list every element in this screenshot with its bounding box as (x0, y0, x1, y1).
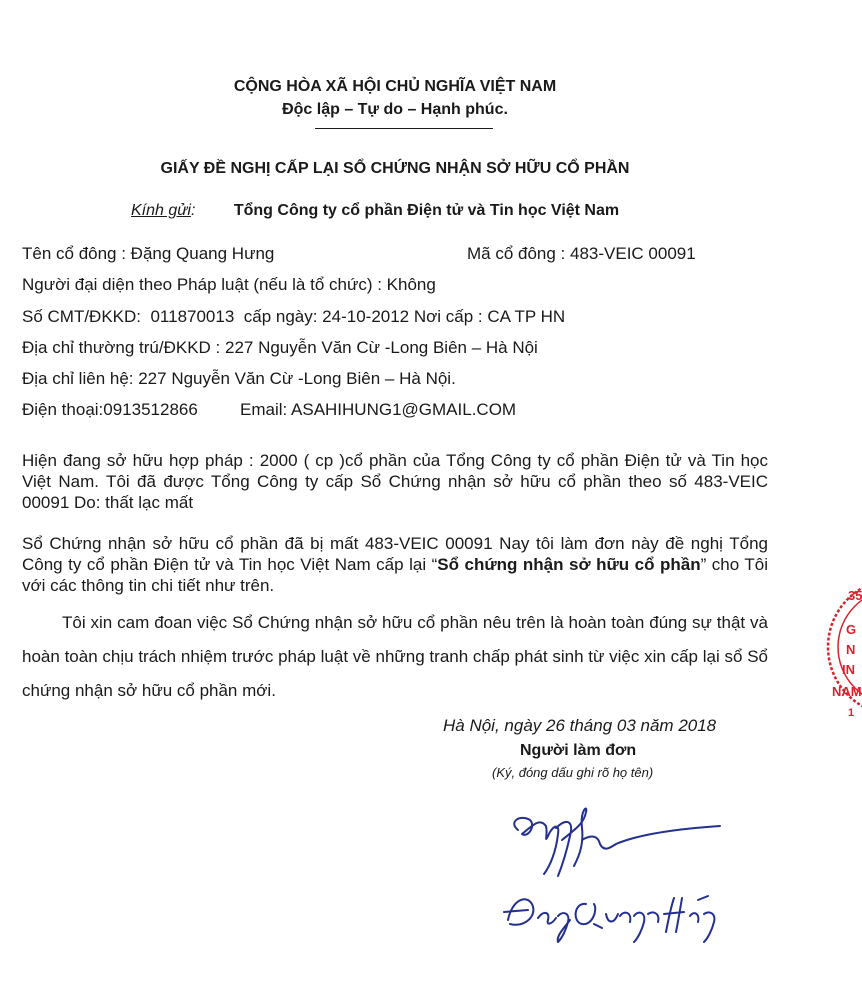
shareholder-code: Mã cổ đông : 483-VEIC 00091 (467, 244, 696, 263)
handwritten-name (498, 880, 748, 950)
request-text-bold: Sổ chứng nhận sở hữu cổ phần (437, 555, 701, 574)
phone-number: Điện thoại:0913512866 (22, 400, 198, 419)
recipient-name: Tổng Công ty cổ phần Điện tử và Tin học Việt Nam (233, 202, 620, 219)
signature-scribble (500, 800, 740, 880)
id-number: Số CMT/ĐKKD: 011870013 cấp ngày: 24-10-2012 Nơi cấp : CA TP HN (22, 307, 566, 326)
commitment-paragraph: Tôi xin cam đoan việc Sổ Chứng nhận sở hữu cổ phần nêu trên là hoàn toàn đúng sự thật và hoàn toàn chịu trách nhiệm trước pháp luật về những tranh chấp phát sinh từ việc xin cấp lại sổ Sổ chứng nhận sở hữu cổ phần mới. (22, 613, 768, 700)
ownership-paragraph: Hiện đang sở hữu hợp pháp : 2000 ( cp )cổ phần của Tổng Công ty cổ phần Điện tử và Tin học Việt Nam. Tôi đã được Tổng Công ty cấp Sổ Chứng nhận sở hữu cổ phần theo số 483-VEIC 00091 Do: thất lạc mất (22, 451, 768, 512)
request-text-before: Sổ Chứng nhận sở hữu cổ phần đã bị mất 483-VEIC 00091 Nay tôi làm đơn này đề nghị Tổng Công ty cổ phần Điện tử và Tin học Việt Nam cấp lại “ (22, 534, 768, 574)
signer-instruction: (Ký, đóng dấu ghi rõ họ tên) (492, 765, 654, 780)
legal-representative: Người đại diện theo Pháp luật (nếu là tổ chức) : Không (22, 275, 436, 294)
svg-text:1: 1 (848, 707, 855, 719)
permanent-address: Địa chỉ thường trú/ĐKKD : 227 Nguyễn Văn Cừ -Long Biên – Hà Nội (22, 338, 538, 357)
shareholder-name: Tên cổ đông : Đặng Quang Hưng (22, 244, 275, 263)
svg-text:35: 35 (848, 588, 862, 603)
red-seal-stamp (826, 572, 862, 722)
svg-text:IN: IN (842, 662, 855, 677)
request-paragraph (22, 533, 768, 596)
recipient-label: Kính gửi (131, 202, 191, 219)
recipient-colon: : (190, 202, 196, 219)
nation-motto: Độc lập – Tự do – Hạnh phúc. (282, 101, 508, 118)
svg-text:NAM: NAM (832, 684, 862, 699)
place-date: Hà Nội, ngày 26 tháng 03 năm 2018 (443, 716, 717, 735)
svg-text:N: N (846, 642, 856, 657)
svg-text:G: G (846, 622, 857, 637)
nation-title: CỘNG HÒA XÃ HỘI CHỦ NGHĨA VIỆT NAM (233, 78, 557, 95)
recipient-line (131, 202, 619, 220)
signer-role: Người làm đơn (520, 742, 637, 759)
request-text-after: ” cho Tôi với các thông tin chi tiết như trên. (22, 555, 768, 595)
document-title: GIẤY ĐỀ NGHỊ CẤP LẠI SỔ CHỨNG NHẬN SỞ HỮU CỔ PHẦN (160, 160, 630, 177)
header-divider (315, 128, 493, 129)
email-address: Email: ASAHIHUNG1@GMAIL.COM (240, 400, 517, 419)
contact-address: Địa chỉ liên hệ: 227 Nguyễn Văn Cừ -Long Biên – Hà Nội. (22, 369, 456, 388)
